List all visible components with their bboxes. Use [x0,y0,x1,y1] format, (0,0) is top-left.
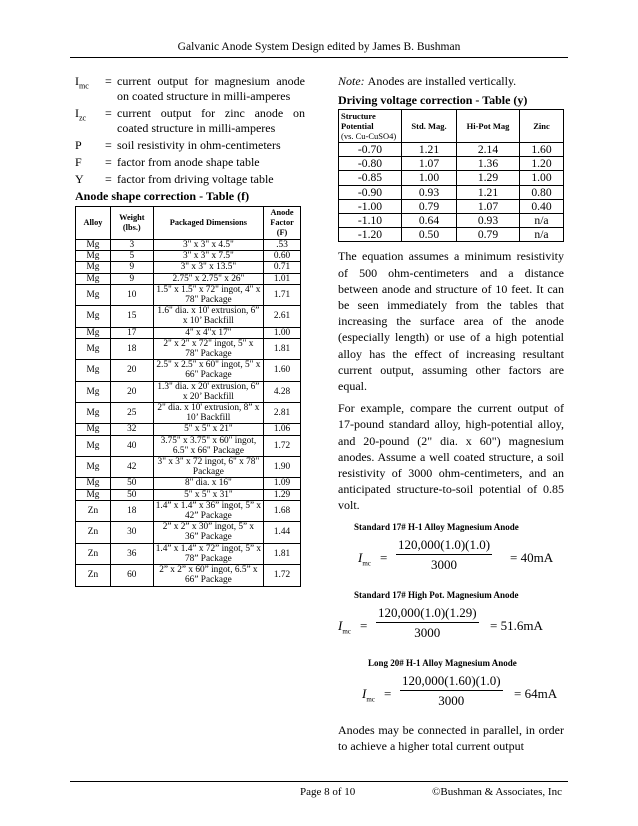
cell-alloy: Mg [76,381,111,402]
cell-alloy: Mg [76,327,111,338]
cell-factor: 1.72 [264,565,301,586]
right-column [338,74,564,754]
drive-table-title: Driving voltage correction - Table (y) [338,93,528,107]
cell-alloy: Mg [76,435,111,456]
cell-dimensions: 2" x 2" x 72" ingot, 5" x 78" Package [153,338,263,359]
cell-zinc: 1.20 [520,157,564,171]
cell-factor: 0.60 [264,251,301,262]
definition-row [75,172,305,187]
col-header-zinc: Zinc [520,110,564,143]
cell-weight: 32 [110,424,153,435]
table-row [339,157,564,171]
shape-table-title: Anode shape correction - Table (f) [75,189,250,203]
install-note [338,74,564,89]
table-row [339,185,564,199]
cell-weight: 5 [110,251,153,262]
equals-sign: = [380,549,388,565]
table-row [339,228,564,242]
equation-result: = 51.6mA [490,617,543,633]
equation-title: Long 20# H-1 Alloy Magnesium Anode [368,657,517,668]
col-header-factor: Anode Factor (F) [264,207,301,240]
equation-lhs: $I_{mc}$ [338,617,351,636]
cell-alloy: Mg [76,284,111,305]
table-row [76,360,301,381]
cell-hipot-mag: 1.07 [457,199,520,213]
cell-dimensions: 5" x 5" x 21" [153,424,263,435]
header-rule [70,57,568,58]
table-row [76,478,301,489]
cell-factor: 1.60 [264,360,301,381]
cell-zinc: 1.60 [520,143,564,157]
cell-zinc: 0.40 [520,199,564,213]
cell-hipot-mag: 0.93 [457,214,520,228]
equation-fraction [400,673,503,709]
col-header-weight: Weight (lbs.) [110,207,153,240]
equation-lhs: $I_{mc}$ [362,685,375,704]
cell-dimensions: 2” x 2” x 60” ingot, 6.5” x 66” Package [153,565,263,586]
equation-result: = 40mA [510,549,554,565]
cell-factor: 1.00 [264,327,301,338]
cell-alloy: Mg [76,240,111,251]
cell-std-mag: 0.50 [402,228,457,242]
table-row [339,143,564,157]
cell-alloy: Mg [76,306,111,327]
definition-symbol: $I_{zc}$ [75,106,87,123]
cell-alloy: Zn [76,522,111,543]
cell-alloy: Zn [76,565,111,586]
cell-factor: 2.81 [264,403,301,424]
cell-alloy: Zn [76,500,111,521]
cell-dimensions: 3" x 3" x 4.5" [153,240,263,251]
fraction-numerator: 120,000(1.0)(1.0) [396,537,492,555]
equation [338,668,564,718]
cell-potential: -1.00 [339,199,402,213]
definition-equals: = [105,172,112,186]
cell-zinc: n/a [520,228,564,242]
definition-equals: = [105,155,112,169]
cell-alloy: Mg [76,457,111,478]
cell-weight: 17 [110,327,153,338]
definition-text: factor from anode shape table [117,155,260,169]
cell-weight: 50 [110,478,153,489]
driving-voltage-table [338,109,564,242]
copyright: ©Bushman & Associates, Inc [432,786,562,798]
cell-std-mag: 1.07 [402,157,457,171]
fraction-denominator: 3000 [438,692,465,708]
fraction-denominator: 3000 [431,556,458,572]
cell-hipot-mag: 1.21 [457,185,520,199]
cell-weight: 30 [110,522,153,543]
cell-factor: 1.68 [264,500,301,521]
cell-dimensions: 1.4” x 1.4” x 72” ingot, 5” x 78” Package [153,543,263,564]
cell-alloy: Mg [76,273,111,284]
cell-factor: .53 [264,240,301,251]
cell-factor: 1.01 [264,273,301,284]
cell-dimensions: 5" x 5" x 31" [153,489,263,500]
cell-potential: -0.85 [339,171,402,185]
cell-std-mag: 0.79 [402,199,457,213]
definition-text: current output for zinc anode on coated structure in milli-amperes [117,106,305,135]
table-row [76,500,301,521]
cell-factor: 1.29 [264,489,301,500]
cell-factor: 1.90 [264,457,301,478]
cell-hipot-mag: 1.29 [457,171,520,185]
cell-weight: 9 [110,273,153,284]
col-header-dimensions: Packaged Dimensions [153,207,263,240]
definition-symbol: $I_{mc}$ [75,74,89,91]
cell-dimensions: 3" x 3" x 13.5" [153,262,263,273]
cell-dimensions: 3" x 3" x 72 ingot, 6" x 78" Package [153,457,263,478]
potential-label: Structure Potential [341,111,376,131]
cell-weight: 60 [110,565,153,586]
note-label: Note: [338,74,365,88]
col-header-hipot-mag: Hi-Pot Mag [457,110,520,143]
table-row [76,565,301,586]
cell-weight: 25 [110,403,153,424]
cell-weight: 20 [110,360,153,381]
table-row [76,338,301,359]
equation-result: = 64mA [514,685,558,701]
equation-fraction [396,537,492,573]
left-column [75,74,305,587]
cell-weight: 20 [110,381,153,402]
definition-symbol: Y [75,172,84,186]
paragraph-example: For example, compare the current output of 17-pound standard alloy, high-potential alloy, and 20-pound (2" dia. x 60") magnesium anodes. Assume a well coated structure, a soil resistivity of 3000 ohm-centimeters, and an anticipated structure-to-soil potential of 0.85 volt. [338,401,564,513]
table-row [76,262,301,273]
cell-dimensions: 3.75" x 3.75" x 60" ingot, 6.5" x 66" Package [153,435,263,456]
table-row [76,273,301,284]
cell-alloy: Mg [76,251,111,262]
cell-weight: 40 [110,435,153,456]
equation [338,600,564,650]
table-row [339,214,564,228]
cell-dimensions: 4" x 4"x 17" [153,327,263,338]
cell-dimensions: 2” x 2” x 30” ingot, 5” x 36” Package [153,522,263,543]
col-header-std-mag: Std. Mag. [402,110,457,143]
cell-alloy: Mg [76,478,111,489]
definition-symbol: F [75,155,82,169]
table-row [76,306,301,327]
cell-alloy: Mg [76,262,111,273]
anode-shape-table [75,206,301,587]
equation [338,532,564,582]
cell-factor: 4.28 [264,381,301,402]
cell-alloy: Mg [76,338,111,359]
reference-label: (vs. Cu-CuSO4) [341,131,397,141]
fraction-numerator: 120,000(1.60)(1.0) [400,673,503,691]
cell-std-mag: 1.21 [402,143,457,157]
cell-factor: 0.71 [264,262,301,273]
cell-zinc: 1.00 [520,171,564,185]
equals-sign: = [384,685,392,701]
definition-row [75,74,305,104]
cell-std-mag: 0.64 [402,214,457,228]
cell-alloy: Mg [76,424,111,435]
definition-row [75,106,305,136]
equation-fraction [376,605,479,641]
cell-alloy: Mg [76,489,111,500]
cell-dimensions: 1.6" dia. x 10' extrusion, 6” x 10’ Backfill [153,306,263,327]
cell-factor: 1.44 [264,522,301,543]
fraction-numerator: 120,000(1.0)(1.29) [376,605,479,623]
equation-title: Standard 17# High Pot. Magnesium Anode [354,589,519,600]
equation-lhs: $I_{mc}$ [358,549,371,568]
equation-title: Standard 17# H-1 Alloy Magnesium Anode [354,521,519,532]
cell-weight: 18 [110,338,153,359]
cell-potential: -0.80 [339,157,402,171]
cell-potential: -0.90 [339,185,402,199]
cell-factor: 2.61 [264,306,301,327]
table-row [76,381,301,402]
cell-factor: 1.09 [264,478,301,489]
cell-dimensions: 2.5" x 2.5" x 60" ingot, 5" x 66" Package [153,360,263,381]
footer-rule [70,781,568,782]
page-number: Page 8 of 10 [300,786,356,798]
definition-symbol: P [75,138,82,152]
cell-factor: 1.06 [264,424,301,435]
cell-hipot-mag: 1.36 [457,157,520,171]
cell-zinc: 0.80 [520,185,564,199]
cell-weight: 15 [110,306,153,327]
definition-row [75,155,305,170]
cell-weight: 36 [110,543,153,564]
cell-hipot-mag: 0.79 [457,228,520,242]
cell-dimensions: 1.5" x 1.5" x 72" ingot, 4" x 78" Package [153,284,263,305]
table-row [76,403,301,424]
table-row [339,171,564,185]
cell-dimensions: 8" dia. x 16" [153,478,263,489]
cell-dimensions: 3" x 3" x 7.5" [153,251,263,262]
definitions-list [75,74,305,187]
table-row [76,489,301,500]
definition-equals: = [105,74,112,88]
cell-factor: 1.81 [264,338,301,359]
cell-weight: 50 [110,489,153,500]
cell-hipot-mag: 2.14 [457,143,520,157]
cell-potential: -1.20 [339,228,402,242]
table-row [76,435,301,456]
cell-weight: 9 [110,262,153,273]
page-header: Galvanic Anode System Design edited by James B. Bushman [177,41,461,53]
col-header-potential [339,110,402,143]
cell-dimensions: 2" dia. x 10' extrusion, 8” x 10’ Backfill [153,403,263,424]
cell-weight: 18 [110,500,153,521]
paragraph-assumptions: The equation assumes a minimum resistivity of 500 ohm-centimeters and a distance between anode and structure of 10 feet. It can be seen immediately from the tables that increasing the surface area of the anode (especially length) or use of a high potential alloy has the effect of increasing resultant current output, assuming other factors are equal. [338,249,564,394]
cell-weight: 10 [110,284,153,305]
cell-factor: 1.81 [264,543,301,564]
cell-alloy: Mg [76,360,111,381]
cell-dimensions: 1.3" dia. x 20' extrusion, 6” x 20’ Backfill [153,381,263,402]
table-row [76,522,301,543]
definition-text: soil resistivity in ohm-centimeters [117,138,281,152]
definition-text: factor from driving voltage table [117,172,274,186]
definition-equals: = [105,138,112,152]
note-text: Anodes are installed vertically. [367,74,517,88]
cell-zinc: n/a [520,214,564,228]
definition-equals: = [105,106,112,120]
table-row [76,240,301,251]
table-row [76,327,301,338]
table-row [76,424,301,435]
table-row [76,457,301,478]
cell-weight: 42 [110,457,153,478]
definition-text: current output for magnesium anode on coated structure in milli-amperes [117,74,305,103]
col-header-alloy: Alloy [76,207,111,240]
cell-dimensions: 1.4” x 1.4” x 36” ingot, 5” x 42” Package [153,500,263,521]
equations-block [338,522,564,718]
cell-alloy: Mg [76,403,111,424]
table-row [76,543,301,564]
equals-sign: = [360,617,368,633]
cell-factor: 1.72 [264,435,301,456]
cell-alloy: Zn [76,543,111,564]
cell-std-mag: 1.00 [402,171,457,185]
paragraph-closing: Anodes may be connected in parallel, in order to achieve a higher total current output [338,722,564,753]
cell-factor: 1.71 [264,284,301,305]
definition-row [75,138,305,153]
table-row [76,284,301,305]
table-row [339,199,564,213]
cell-std-mag: 0.93 [402,185,457,199]
cell-weight: 3 [110,240,153,251]
fraction-denominator: 3000 [414,624,441,640]
cell-potential: -0.70 [339,143,402,157]
cell-dimensions: 2.75" x 2.75" x 26" [153,273,263,284]
cell-potential: -1.10 [339,214,402,228]
table-row [76,251,301,262]
